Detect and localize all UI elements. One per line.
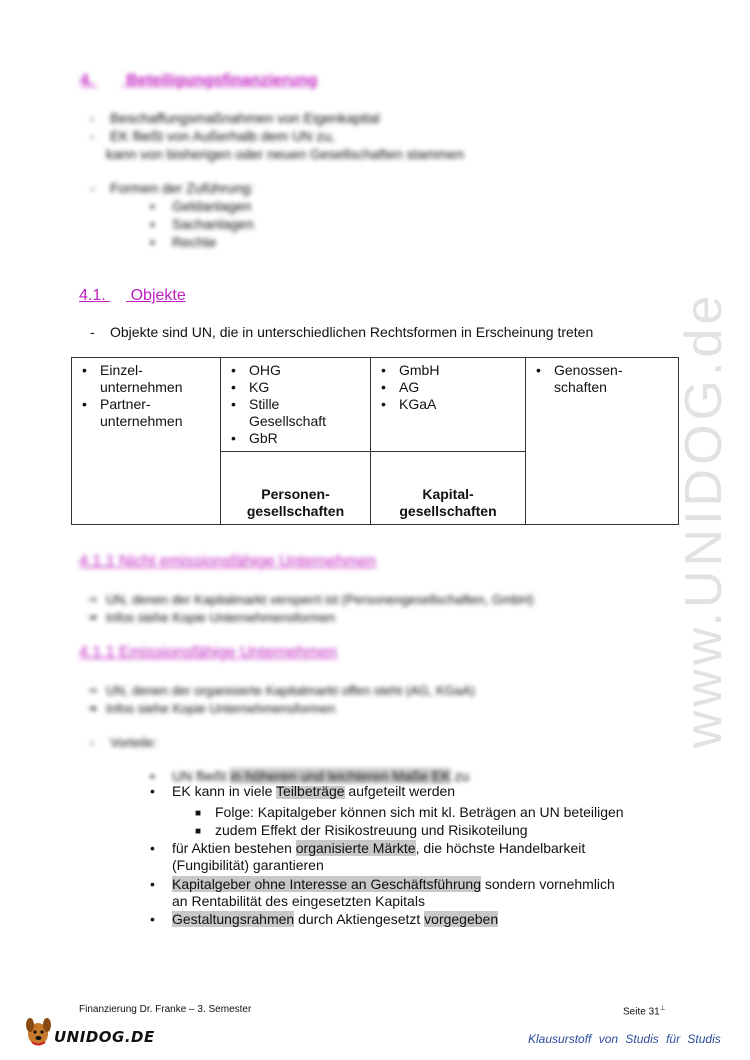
vorteil-bullet-3-line2: (Fungibilität) garantieren [172,857,324,873]
section-41-number: 4.1. [79,287,106,304]
vorteile-label: Vorteile: [110,735,157,750]
table-item: • KG [227,379,364,396]
section-4-item: EK fließt von Außerhalb dem UN zu, [110,128,335,144]
section-41-intro: Objekte sind UN, die in unterschiedlichen Rechtsformen in Erscheinung treten [110,324,594,340]
highlight: Teilbeträge [276,786,345,799]
section-411b-title: 4.1.1 Emissionsfähige Unternehmen [79,644,337,661]
square-bullet-icon: ■ [195,808,202,819]
table-cell-col1 [72,358,221,525]
section-4-number: 4. [80,72,94,89]
table-item: • OHG [227,362,364,379]
table-item: • Genossen- schaften [532,362,672,396]
vorteil-bullet-5: Gestaltungsrahmen durch Aktiengesetzt vorgegeben [172,911,499,927]
vorteil-bullet-4: Kapitalgeber ohne Interesse an Geschäftsführung sondern vornehmlich [172,876,615,892]
section-411a-title: 4.1.1 Nicht emissionsfähige Unternehmen [79,553,377,570]
section-411a-line: Infos siehe Kopie Unternehmensformen [106,610,336,625]
form-item: Sachanlagen [172,216,254,232]
kapital-label: Kapital- [422,486,474,502]
objects-table [71,357,679,525]
table-cell-col2 [221,358,371,452]
highlight: Gestaltungsrahmen [172,911,295,927]
page-number: Seite 31 [623,1006,660,1018]
section-411b-line: Infos siehe Kopie Unternehmensformen [106,701,336,716]
highlight: organisierte Märkte [295,840,416,856]
form-item: Geldanlagen [172,198,252,214]
footer-left: Finanzierung Dr. Franke – 3. Semester [79,1004,252,1015]
table-cell-col4 [526,358,679,525]
section-411a: 4.1.1 Nicht emissionsfähige Unternehmen ⇒ UN, denen der Kapitalmarkt versperrt ist (Personengesellschaften, GmbH) ➔ Infos siehe Kopie Unternehmensformen [79,553,534,625]
section-41-heading [79,287,186,305]
form-item: Rechte [172,234,217,250]
highlight: Kapitalgeber ohne Interesse an Geschäftsführung [172,876,481,892]
table-item: • Partner- unternehmen [78,396,214,430]
section-4-item: Formen der Zuführung: [110,180,254,196]
highlight: vorgegeben [424,911,499,927]
kapital-cell [371,452,526,525]
vorteil-bullet-3: für Aktien bestehen organisierte Märkte, die höchste Handelbarkeit [172,840,586,856]
table-item: • GbR [227,430,364,447]
table-item: • Einzel- unternehmen [78,362,214,396]
section-411b: 4.1.1 Emissionsfähige Unternehmen ⇒ UN, denen der organisierte Kapitalmarkt offen steht (AG, KGaA) ➔ Infos siehe Kopie Unternehmensformen - Vorteile: [79,644,475,750]
watermark: www.UNIDOG.de [675,291,733,749]
footer-slogan: Klausurstoff von Studis für Studis [528,1032,721,1046]
table-cell-col3 [371,358,526,452]
section-4: 4. Beteiligungsfinanzierung - Beschaffungsmaßnahmen von Eigenkapital - EK fließt von Außerhalb dem UN zu, kann von bisherigen oder neuen Gesellschaften stammen - Formen der Zuführung: • Geldanlagen • Sachanlagen • Rechte [80,72,464,250]
dog-logo-icon [22,1014,54,1048]
section-411b-line: UN, denen der organisierte Kapitalmarkt offen steht (AG, KGaA) [106,683,475,698]
section-4-heading [80,72,317,90]
vorteil-sub-2: zudem Effekt der Risikostreuung und Risikoteilung [215,822,528,838]
table-item: • KGaA [377,396,519,413]
personen-label: gesellschaften [246,503,345,519]
vorteil-sub-1: Folge: Kapitalgeber können sich mit kl. Beträgen an UN beteiligen [215,804,624,820]
vorteil-bullet-4-line2: an Rentabilität des eingesetzten Kapitals [172,893,425,909]
vorteil-bullet-2: • EK kann in viele Teilbeträge aufgeteilt werden [150,786,650,800]
table-item: • Stille Gesellschaft [227,396,364,430]
section-4-title: Beteiligungsfinanzierung [126,72,318,89]
square-bullet-icon: ■ [195,826,202,837]
table-item: • GmbH [377,362,519,379]
footer-right: Seite 31⊥ [623,1005,666,1018]
personen-cell [221,452,371,525]
kapital-label: gesellschaften [399,503,497,519]
personen-label: Personen- [261,486,330,502]
section-411a-line: UN, denen der Kapitalmarkt versperrt ist (Personengesellschaften, GmbH) [106,592,534,607]
section-41-title: Objekte [130,287,186,304]
logo-text: UNIDOG.DE [54,1028,155,1046]
table-item: • AG [377,379,519,396]
highlight: in höheren und leichteren Maße EK [230,768,451,784]
section-4-item: kann von bisherigen oder neuen Gesellschaften stammen [106,146,464,162]
section-4-item: Beschaffungsmaßnahmen von Eigenkapital [110,110,380,126]
